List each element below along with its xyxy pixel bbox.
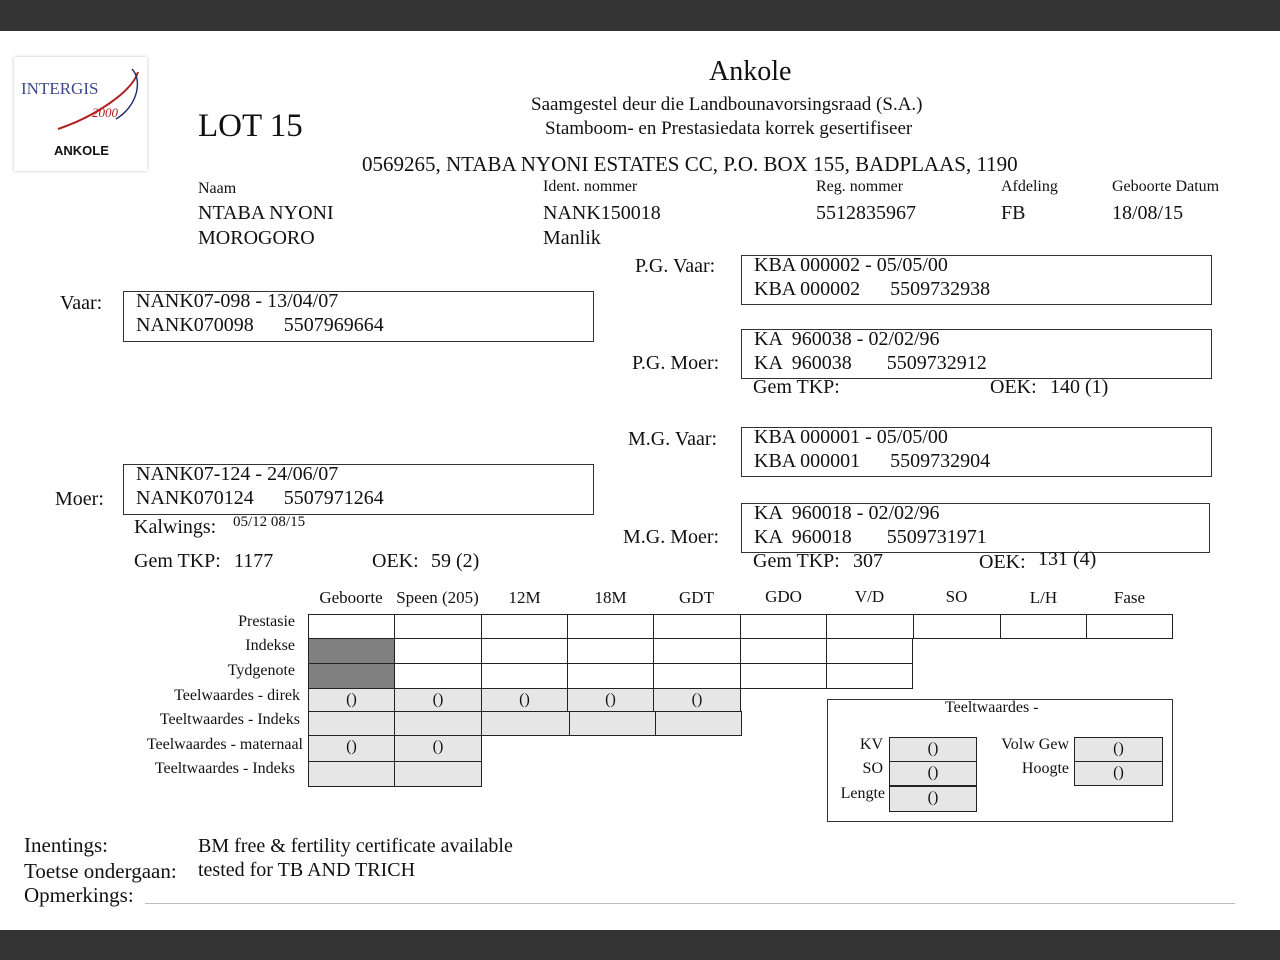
birth-label: Geboorte Datum: [1112, 178, 1220, 195]
direct-index-cell: [569, 711, 656, 736]
mg-dam-box: [741, 503, 1210, 553]
dam-line-2: NANK070124 5507971264: [136, 487, 384, 509]
tydgenote-cell: [481, 663, 568, 689]
breeding-box-title: Teeltwaardes -: [945, 699, 1039, 716]
length-label: Lengte: [840, 785, 885, 802]
col-header: V/D: [854, 587, 885, 606]
kv-label: KV: [859, 736, 883, 753]
direct-value-cell: (): [567, 688, 654, 712]
direct-value-cell: (): [481, 688, 568, 712]
mg-dam-line-2: KA 960018 5509731971: [754, 526, 987, 548]
col-header: GDO: [765, 587, 802, 606]
tests-label: Toetse ondergaan:: [24, 859, 177, 883]
mg-sire-line-1: KBA 000001 - 05/05/00: [754, 426, 948, 448]
prestasie-cell: [1086, 614, 1173, 639]
dam-tkp-value: 1177: [234, 550, 274, 572]
weight-label: Volw Gew: [1001, 736, 1069, 753]
dam-oek-label: OEK:: [372, 550, 419, 572]
col-header: Geboorte: [319, 588, 383, 607]
row-label: Teelwaardes - maternaal: [146, 736, 303, 753]
so-value: (): [889, 761, 977, 786]
indekse-cell: [308, 638, 395, 664]
direct-value-cell: (): [653, 688, 741, 712]
col-header: 18M: [594, 588, 627, 607]
mg-dam-oek-label: OEK:: [979, 551, 1026, 573]
sire-label: Vaar:: [60, 292, 103, 314]
row-label: Teeltwaardes - Indeks: [159, 711, 300, 728]
direct-index-cell: [394, 711, 482, 736]
pg-dam-line-2: KA 960038 5509732912: [754, 352, 987, 374]
tydgenote-cell: [740, 663, 827, 689]
col-header: GDT: [679, 588, 714, 607]
dam-box: [123, 464, 594, 515]
row-label: Prestasie: [238, 613, 295, 630]
remarks-label: Opmerkings:: [24, 883, 134, 907]
prestasie-cell: [913, 614, 1001, 639]
maternal-value-cell: (): [394, 735, 482, 762]
tests-value: tested for TB AND TRICH: [198, 859, 416, 881]
bottom-bar: [0, 930, 1280, 960]
reg-number: 5512835967: [816, 202, 916, 224]
breed-title: Ankole: [709, 56, 792, 87]
pg-sire-line-2: KBA 000002 5509732938: [754, 278, 991, 300]
direct-index-cell: [308, 711, 395, 736]
prestasie-cell: [394, 614, 482, 639]
pg-sire-box: [741, 255, 1212, 305]
intergis-logo: [14, 57, 147, 171]
indekse-cell: [826, 638, 913, 664]
direct-value-cell: (): [308, 688, 395, 712]
tydgenote-cell: [394, 663, 482, 689]
tydgenote-cell: [308, 663, 395, 689]
prestasie-cell: [826, 614, 914, 639]
lot-number: LOT 15: [198, 108, 303, 144]
calvings-label: Kalwings:: [134, 516, 217, 538]
col-header: L/H: [1029, 588, 1058, 607]
mg-sire-label: M.G. Vaar:: [628, 428, 718, 450]
mg-sire-line-2: KBA 000001 5509732904: [754, 450, 991, 472]
prestasie-cell: [740, 614, 827, 639]
remarks-line: [145, 903, 1235, 904]
indekse-cell: [653, 638, 741, 664]
pg-dam-label: P.G. Moer:: [632, 352, 720, 374]
mg-dam-tkp-value: 307: [853, 550, 883, 572]
sire-line-2: NANK070098 5507969664: [136, 314, 384, 336]
mg-dam-label: M.G. Moer:: [623, 526, 720, 548]
tydgenote-cell: [826, 663, 913, 689]
kv-value: (): [889, 737, 977, 762]
tydgenote-cell: [567, 663, 654, 689]
col-header: Fase: [1113, 588, 1146, 607]
indekse-cell: [740, 638, 827, 664]
pg-dam-oek-value: 140 (1): [1050, 376, 1109, 398]
direct-value-cell: (): [394, 688, 482, 712]
pg-dam-line-1: KA 960038 - 02/02/96: [754, 328, 940, 350]
prestasie-cell: [481, 614, 568, 639]
tydgenote-cell: [653, 663, 741, 689]
header-subtitle-1: Saamgestel deur die Landbounavorsingsraad (S.A.): [531, 94, 923, 115]
direct-index-cell: [481, 711, 570, 736]
owner-line: 0569265, NTABA NYONI ESTATES CC, P.O. BOX 155, BADPLAAS, 1190: [362, 152, 1018, 176]
weight-value: (): [1074, 737, 1163, 762]
pg-dam-tkp-label: Gem TKP:: [753, 376, 840, 398]
indekse-cell: [481, 638, 568, 664]
calvings-value: 05/12 08/15: [233, 514, 306, 530]
maternal-index-cell: [308, 761, 395, 787]
ident-label: Ident. nommer: [543, 178, 638, 195]
dam-line-1: NANK07-124 - 24/06/07: [136, 463, 339, 485]
dam-label: Moer:: [55, 488, 104, 510]
sire-line-1: NANK07-098 - 13/04/07: [136, 290, 339, 312]
row-label: Tydgenote: [227, 662, 295, 679]
col-header: Speen (205): [396, 588, 479, 607]
birth-date: 18/08/15: [1112, 202, 1184, 224]
maternal-value-cell: (): [308, 735, 395, 762]
col-header: 12M: [508, 588, 541, 607]
col-header: SO: [945, 587, 968, 606]
mg-dam-oek-value: 131 (4): [1038, 548, 1097, 570]
sire-box: [123, 291, 594, 342]
pg-dam-oek-label: OEK:: [990, 376, 1037, 398]
top-bar: [0, 0, 1280, 31]
vaccination-value: BM free & fertility certificate available: [198, 835, 513, 857]
height-label: Hoogte: [1021, 760, 1069, 777]
sex: Manlik: [543, 227, 601, 249]
ident-number: NANK150018: [543, 202, 661, 224]
header-subtitle-2: Stamboom- en Prestasiedata korrek gesertifiseer: [545, 118, 913, 139]
row-label: Indekse: [245, 637, 295, 654]
prestasie-cell: [1000, 614, 1087, 639]
prestasie-cell: [308, 614, 395, 639]
height-value: (): [1074, 761, 1163, 786]
prestasie-cell: [567, 614, 654, 639]
pg-dam-box: [741, 329, 1212, 379]
dam-tkp-label: Gem TKP:: [134, 550, 221, 572]
logo-year: 2000: [92, 105, 118, 120]
logo-caption: ANKOLE: [54, 143, 109, 158]
section-value: FB: [1001, 202, 1026, 224]
maternal-index-cell: [394, 761, 482, 787]
row-label: Teelwaardes - direk: [174, 687, 300, 704]
dam-oek-value: 59 (2): [431, 550, 480, 572]
logo-brand: INTERGIS: [21, 79, 99, 98]
pg-sire-line-1: KBA 000002 - 05/05/00: [754, 254, 948, 276]
so-label: SO: [862, 760, 883, 777]
mg-dam-tkp-label: Gem TKP:: [753, 550, 840, 572]
mg-sire-box: [741, 427, 1212, 477]
indekse-cell: [394, 638, 482, 664]
section-label: Afdeling: [1001, 178, 1058, 195]
length-value: (): [889, 786, 977, 812]
row-label: Teeltwaardes - Indeks: [154, 760, 295, 777]
pg-sire-label: P.G. Vaar:: [635, 255, 716, 277]
direct-index-cell: [655, 711, 742, 736]
animal-name-1: NTABA NYONI: [198, 202, 334, 224]
vaccination-label: Inentings:: [24, 833, 108, 857]
indekse-cell: [567, 638, 654, 664]
animal-name-2: MOROGORO: [198, 227, 315, 249]
name-label: Naam: [198, 180, 237, 197]
mg-dam-line-1: KA 960018 - 02/02/96: [754, 502, 940, 524]
prestasie-cell: [653, 614, 741, 639]
reg-label: Reg. nommer: [816, 178, 904, 195]
